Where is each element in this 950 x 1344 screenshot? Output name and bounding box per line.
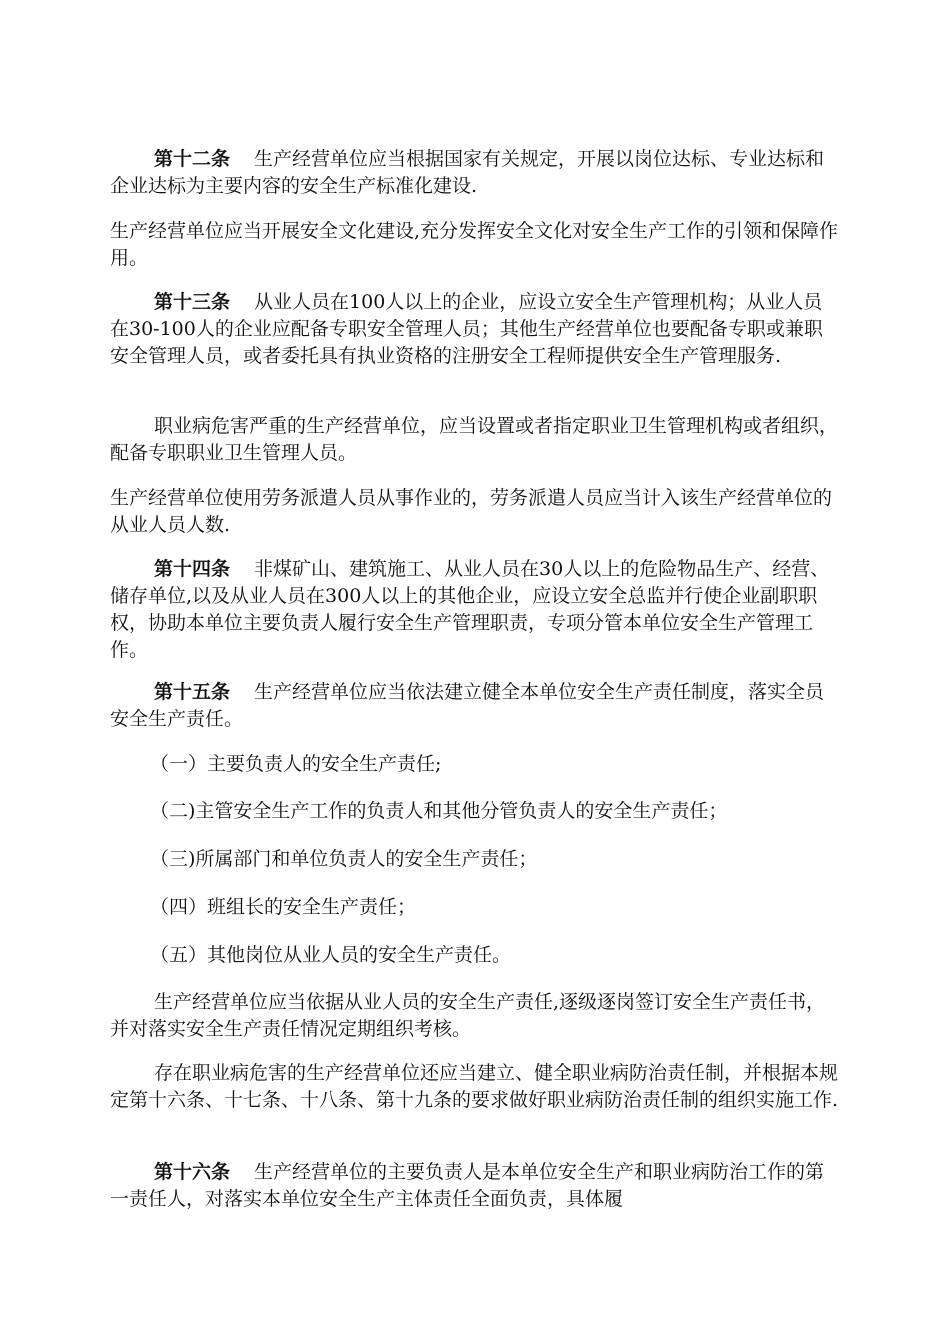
- list-item: （三)所属部门和单位负责人的安全生产责任；: [150, 848, 538, 870]
- paragraph-article-12: [110, 146, 840, 200]
- paragraph-culture: [110, 218, 840, 272]
- paragraph-dispatch-workers: [110, 485, 840, 539]
- paragraph-text: 生产经营单位应当依据从业人员的安全生产责任,逐级逐岗签订安全生产责任书，并对落实安全生产责任情况定期组织考核。: [110, 991, 826, 1040]
- article-heading: 第十三条: [154, 291, 231, 313]
- article-heading: 第十二条: [154, 148, 231, 170]
- paragraph-text: 生产经营单位的主要负责人是本单位安全生产和职业病防治工作的第一责任人，对落实本单位安全生产主体责任全面负责，具体履: [110, 1161, 825, 1210]
- paragraph-text: 生产经营单位应当根据国家有关规定，开展以岗位达标、专业达标和企业达标为主要内容的安全生产标准化建设.: [110, 148, 825, 197]
- paragraph-article-15: [110, 679, 840, 733]
- paragraph-text: 生产经营单位应当依法建立健全本单位安全生产责任制度，落实全员安全生产责任。: [110, 681, 825, 730]
- paragraph-occupational-health-org: [110, 413, 840, 467]
- article-heading: 第十四条: [154, 558, 231, 580]
- paragraph-text: 生产经营单位使用劳务派遣人员从事作业的，劳务派遣人员应当计入该生产经营单位的从业人员人数.: [110, 487, 833, 536]
- paragraph-responsibility-letter: [110, 989, 840, 1043]
- paragraph-text: 职业病危害严重的生产经营单位，应当设置或者指定职业卫生管理机构或者组织，配备专职职业卫生管理人员。: [110, 415, 839, 464]
- paragraph-text: 存在职业病危害的生产经营单位还应当建立、健全职业病防治责任制，并根据本规定第十六条、十七条、十八条、第十九条的要求做好职业病防治责任制的组织实施工作.: [110, 1062, 839, 1111]
- paragraph-text: 生产经营单位应当开展安全文化建设,充分发挥安全文化对安全生产工作的引领和保障作用。: [110, 220, 839, 269]
- paragraph-article-14: [110, 556, 840, 664]
- article-heading: 第十五条: [154, 681, 231, 703]
- paragraph-article-13: [110, 289, 840, 370]
- paragraph-article-16: [110, 1159, 840, 1213]
- paragraph-text: 非煤矿山、建筑施工、从业人员在30人以上的危险物品生产、经营、储存单位,以及从业人员在300人以上的其他企业，应设立安全总监并行使企业副职职权，协助本单位主要负责人履行安全生产管理职责，专项分管本单位安全生产管理工作。: [110, 558, 830, 661]
- paragraph-occupational-disease-system: [110, 1060, 840, 1114]
- list-item: （五）其他岗位从业人员的安全生产责任。: [150, 944, 512, 966]
- article-heading: 第十六条: [154, 1161, 231, 1183]
- list-item: （一）主要负责人的安全生产责任;: [150, 753, 442, 775]
- list-item: （四）班组长的安全生产责任；: [150, 896, 417, 918]
- list-item: （二)主管安全生产工作的负责人和其他分管负责人的安全生产责任；: [150, 800, 728, 822]
- paragraph-text: 从业人员在100人以上的企业，应设立安全生产管理机构；从业人员在30-100人的企业应配备专职安全管理人员；其他生产经营单位也要配备专职或兼职安全管理人员，或者委托具有执业资格的注册安全工程师提供安全生产管理服务.: [110, 291, 823, 367]
